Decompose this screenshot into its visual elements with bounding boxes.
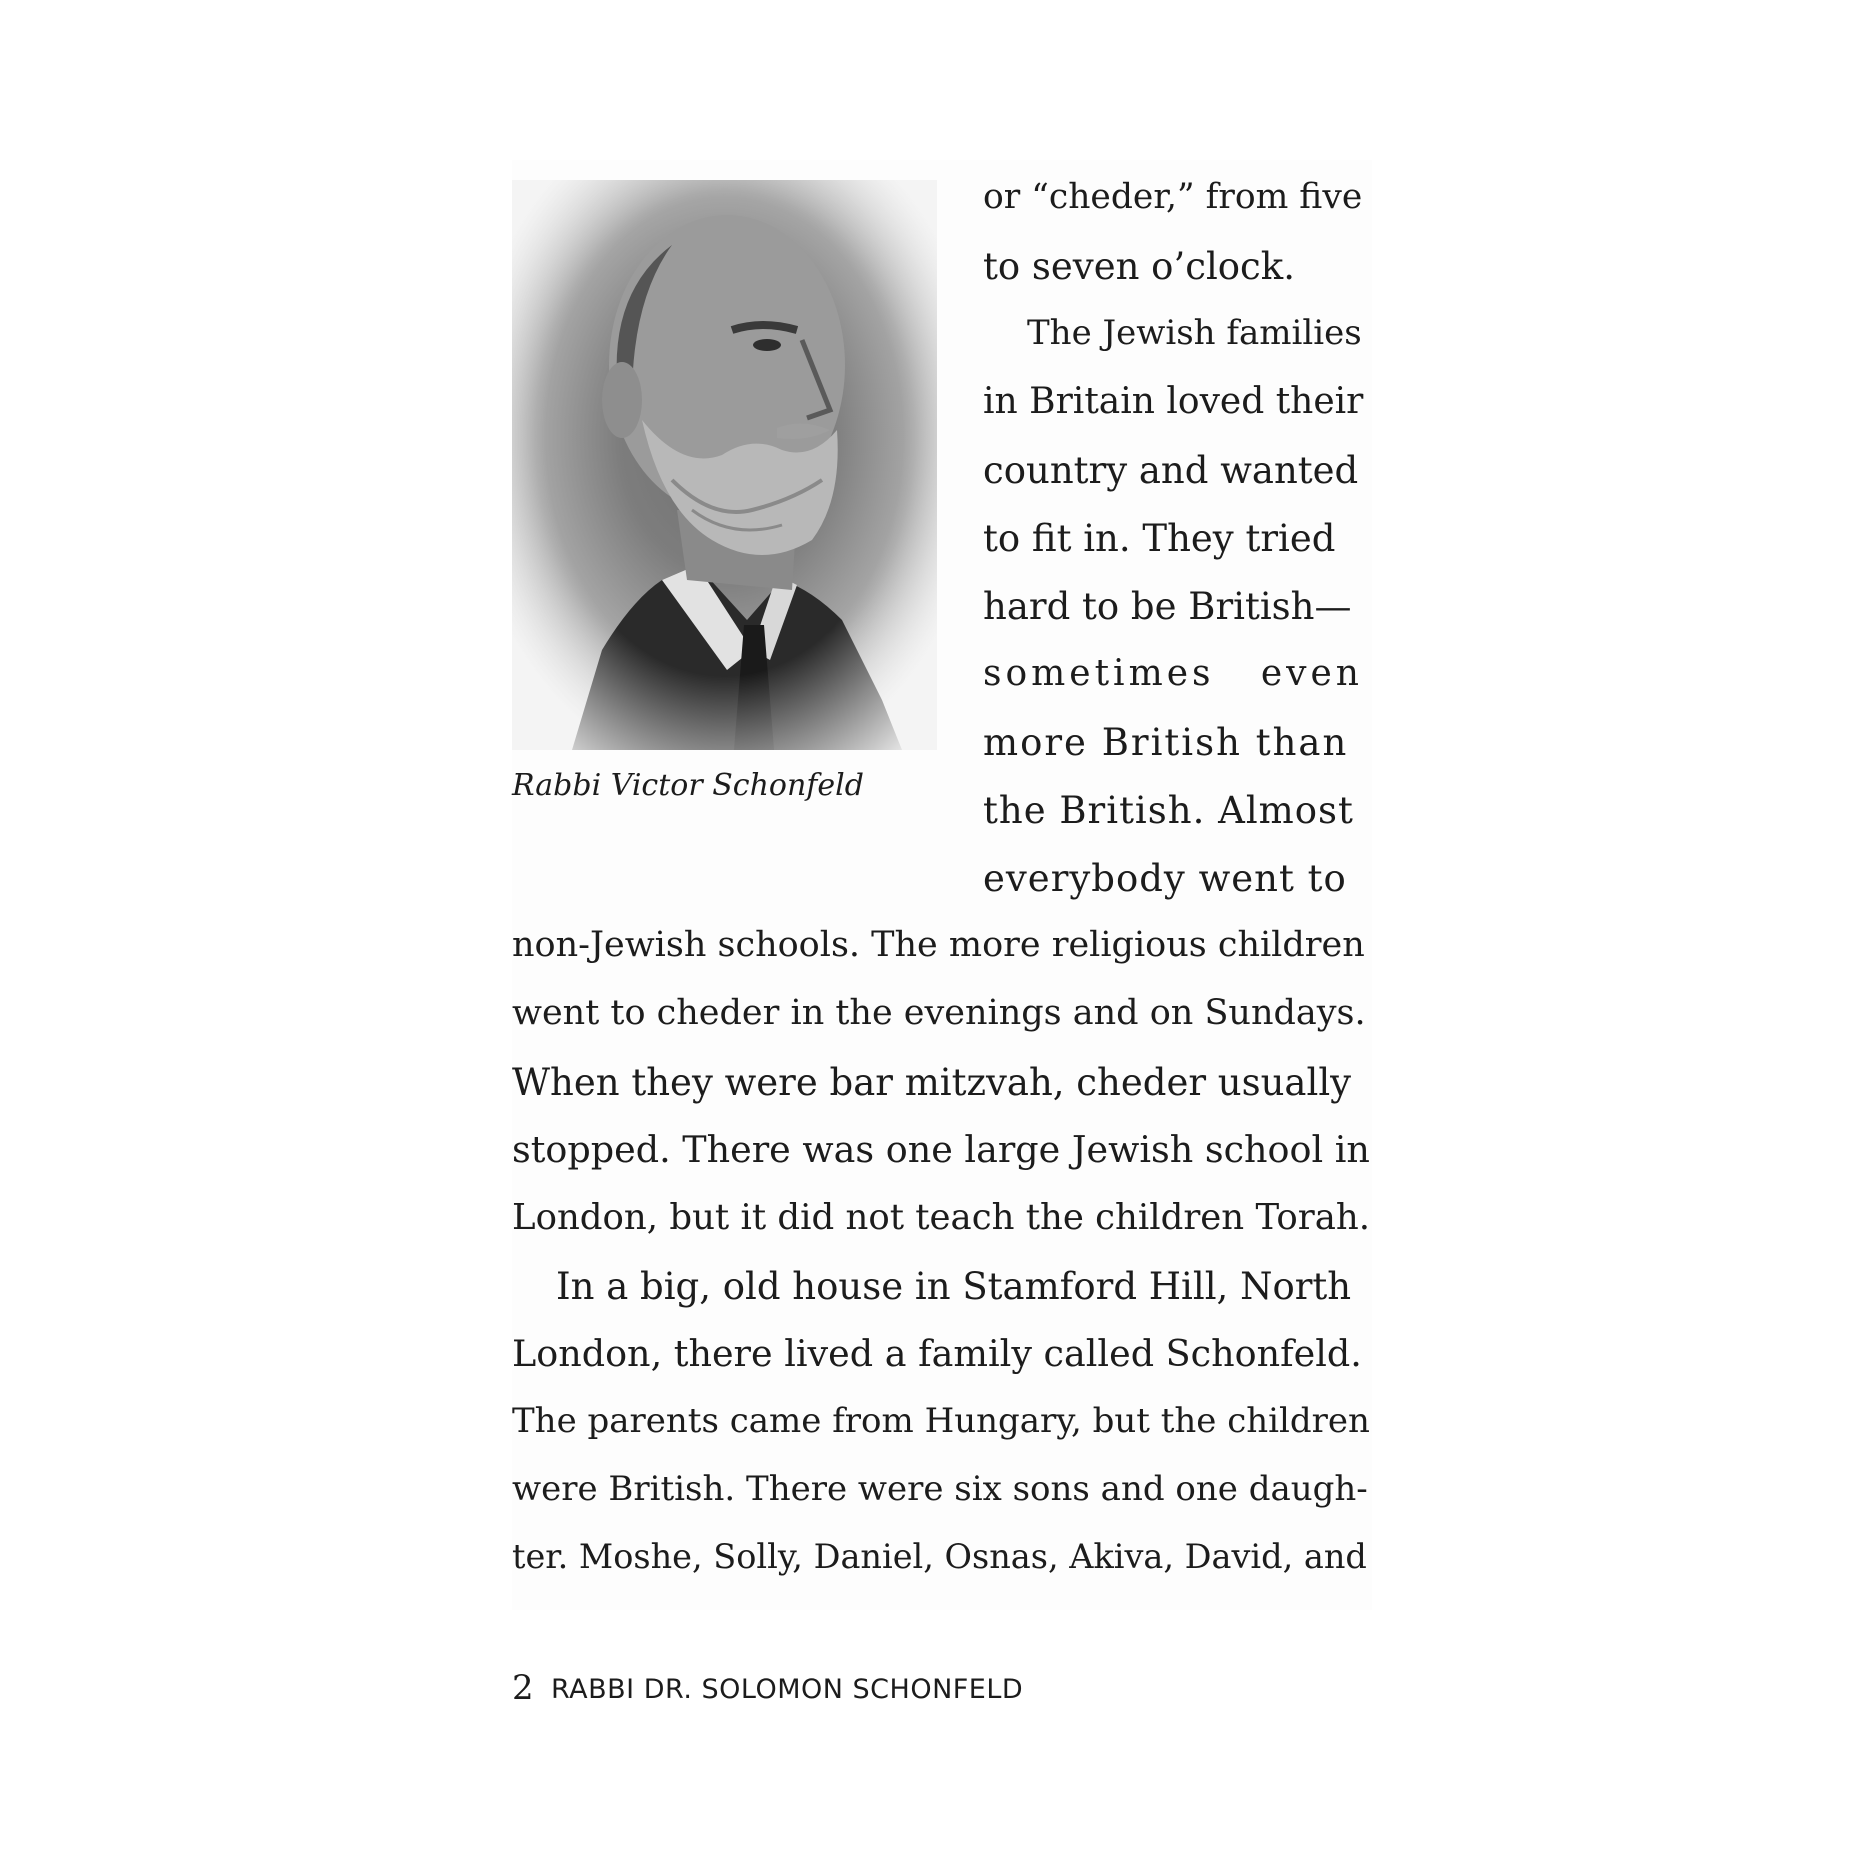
body-line: or “cheder,” from five <box>983 177 1363 217</box>
body-line: stopped. There was one large Jewish school in <box>512 1128 1370 1171</box>
body-line: hard to be British— <box>983 585 1352 628</box>
page-number: 2 <box>512 1668 534 1708</box>
body-line: everybody went to <box>983 857 1347 900</box>
running-title: RABBI DR. SOLOMON SCHONFELD <box>551 1674 1024 1705</box>
portrait-figure <box>512 180 937 750</box>
body-line: non-Jewish schools. The more religious children <box>512 925 1365 965</box>
body-line: in Britain loved their <box>983 381 1364 422</box>
body-line: The Jewish families <box>1027 313 1362 353</box>
body-line: London, there lived a family called Schonfeld. <box>512 1332 1362 1375</box>
body-line: were British. There were six sons and one daugh- <box>512 1469 1368 1509</box>
photo-caption: Rabbi Victor Schonfeld <box>512 768 864 803</box>
body-line: more British than <box>983 721 1349 764</box>
body-line: When they were bar mitzvah, cheder usually <box>512 1061 1352 1104</box>
body-line: In a big, old house in Stamford Hill, North <box>556 1265 1352 1308</box>
body-line: ter. Moshe, Solly, Daniel, Osnas, Akiva, David, and <box>512 1537 1367 1576</box>
body-line: The parents came from Hungary, but the children <box>512 1401 1370 1441</box>
body-line: London, but it did not teach the children Torah. <box>512 1197 1371 1238</box>
body-line: to fit in. They tried <box>983 517 1336 560</box>
body-line: to seven o’clock. <box>983 245 1295 288</box>
body-line: sometimes even <box>983 653 1363 694</box>
portrait-photo <box>512 180 937 750</box>
body-line: country and wanted <box>983 449 1359 492</box>
body-line: went to cheder in the evenings and on Sundays. <box>512 993 1366 1033</box>
body-line: the British. Almost <box>983 789 1354 832</box>
